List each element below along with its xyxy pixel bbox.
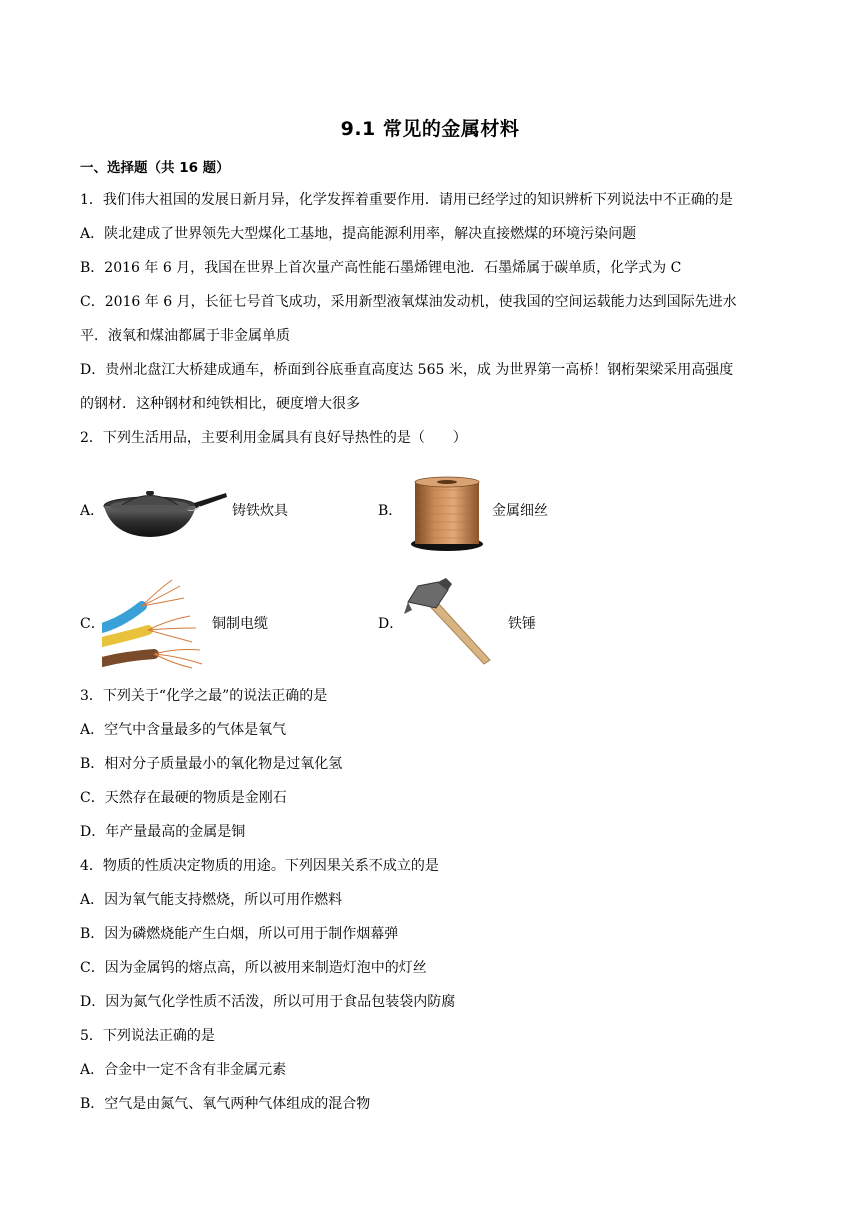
q1-option-a: A．陕北建成了世界领先大型煤化工基地，提高能源利用率，解决直接燃煤的环境污染问题: [80, 226, 637, 242]
q3-option-c: C．天然存在最硬的物质是金刚石: [80, 790, 287, 806]
hammer-icon: [402, 578, 496, 666]
q5-option-a: A．合金中一定不含有非金属元素: [80, 1062, 287, 1078]
q2-option-d-text: 铁锤: [508, 616, 536, 632]
wire-spool-icon: [409, 474, 485, 552]
q1-option-d-cont: 的钢材．这种钢材和纯铁相比，硬度增大很多: [80, 396, 360, 412]
q2-stem: 2．下列生活用品，主要利用金属具有良好导热性的是（ ）: [80, 430, 467, 446]
q4-option-a: A．因为氧气能支持燃烧，所以可用作燃料: [80, 892, 343, 908]
q2-option-d-label: D．: [378, 616, 404, 632]
q4-stem: 4．物质的性质决定物质的用途。下列因果关系不成立的是: [80, 858, 439, 874]
q4-option-d: D．因为氮气化学性质不活泼，所以可用于食品包装袋内防腐: [80, 994, 456, 1010]
q2-option-c-label: C．: [80, 616, 105, 632]
q4-option-b: B．因为磷燃烧能产生白烟，所以可用于制作烟幕弹: [80, 926, 399, 942]
q2-option-b-text: 金属细丝: [492, 503, 548, 519]
q1-stem: 1．我们伟大祖国的发展日新月异，化学发挥着重要作用．请用已经学过的知识辨析下列说法中不正确的是: [80, 192, 733, 208]
cable-icon: [102, 576, 206, 670]
page-title: 9.1 常见的金属材料: [340, 118, 520, 140]
q1-option-d: D．贵州北盘江大桥建成通车，桥面到谷底垂直高度达 565 米，成 为世界第一高桥！钢桁架梁采用高强度: [80, 362, 734, 378]
q3-stem: 3．下列关于“化学之最”的说法正确的是: [80, 688, 328, 704]
q1-option-c-cont: 平．液氧和煤油都属于非金属单质: [80, 328, 290, 344]
q2-option-a-text: 铸铁炊具: [232, 503, 288, 519]
q2-option-a-label: A．: [80, 503, 105, 519]
q5-option-b: B．空气是由氮气、氧气两种气体组成的混合物: [80, 1096, 371, 1112]
q1-option-c: C．2016 年 6 月，长征七号首飞成功，采用新型液氧煤油发动机，使我国的空间运载能力达到国际先进水: [80, 294, 737, 310]
wok-icon: [102, 484, 228, 540]
q1-option-b: B．2016 年 6 月，我国在世界上首次量产高性能石墨烯锂电池．石墨烯属于碳单质，化学式为 C: [80, 260, 682, 276]
q2-option-c-text: 铜制电缆: [212, 616, 268, 632]
q3-option-b: B．相对分子质量最小的氧化物是过氧化氢: [80, 756, 343, 772]
q3-option-a: A．空气中含量最多的气体是氧气: [80, 722, 287, 738]
q5-stem: 5．下列说法正确的是: [80, 1028, 215, 1044]
q2-option-b-label: B．: [378, 503, 403, 519]
section-heading: 一、选择题（共 16 题）: [80, 160, 230, 176]
q3-option-d: D．年产量最高的金属是铜: [80, 824, 246, 840]
q4-option-c: C．因为金属钨的熔点高，所以被用来制造灯泡中的灯丝: [80, 960, 427, 976]
